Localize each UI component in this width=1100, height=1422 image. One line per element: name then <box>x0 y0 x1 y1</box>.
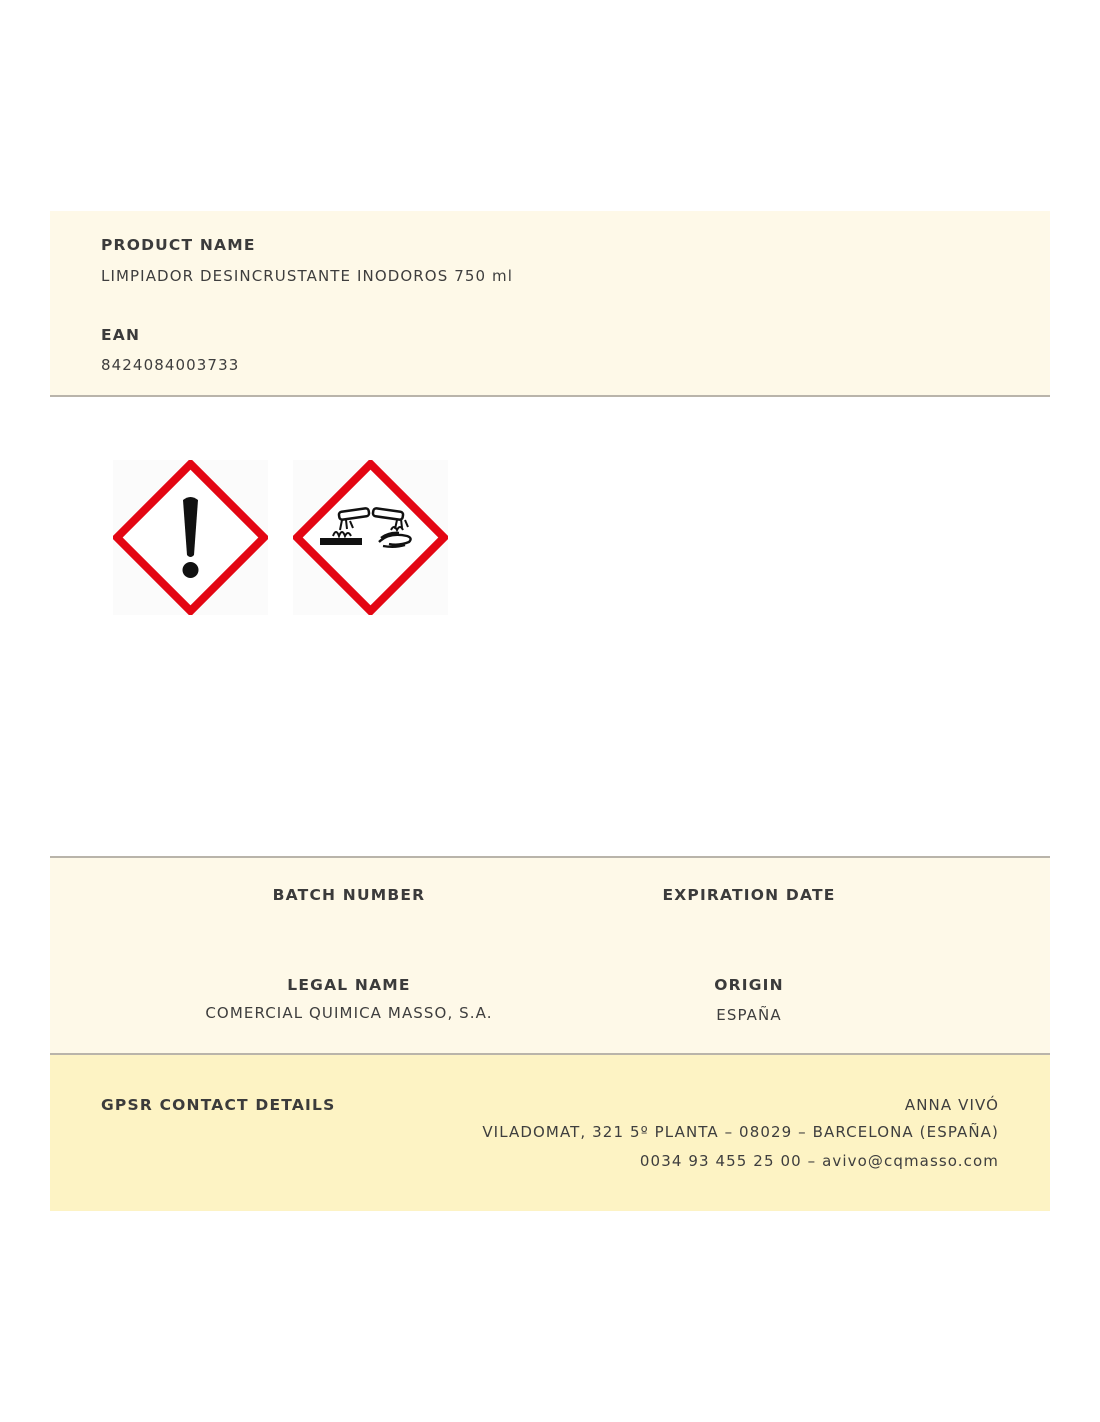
batch-info-panel <box>50 856 1050 1055</box>
contact-phone-email: 0034 93 455 25 00 – avivo@cqmasso.com <box>639 1152 999 1170</box>
gpsr-contact-label: GPSR CONTACT DETAILS <box>101 1096 336 1114</box>
legal-name-value: COMERCIAL QUIMICA MASSO, S.A. <box>205 1004 493 1022</box>
legal-name-label: LEGAL NAME <box>287 976 411 994</box>
ean-value: 8424084003733 <box>101 356 240 374</box>
gpsr-contact-panel <box>50 1055 1050 1211</box>
contact-address: VILADOMAT, 321 5º PLANTA – 08029 – BARCELONA (ESPAÑA) <box>482 1123 999 1141</box>
hazard-pictograms <box>113 460 453 615</box>
product-info-panel <box>50 211 1050 397</box>
origin-label: ORIGIN <box>714 976 784 994</box>
product-name-value: LIMPIADOR DESINCRUSTANTE INODOROS 750 ml <box>101 267 513 285</box>
batch-number-label: BATCH NUMBER <box>272 886 426 904</box>
ean-label: EAN <box>101 326 141 344</box>
contact-name: ANNA VIVÓ <box>904 1096 999 1114</box>
product-name-label: PRODUCT NAME <box>101 236 256 254</box>
origin-value: ESPAÑA <box>716 1006 782 1024</box>
corrosion-hazard-icon <box>293 460 448 615</box>
exclamation-mark-hazard-icon <box>113 460 268 615</box>
expiration-date-label: EXPIRATION DATE <box>662 886 836 904</box>
